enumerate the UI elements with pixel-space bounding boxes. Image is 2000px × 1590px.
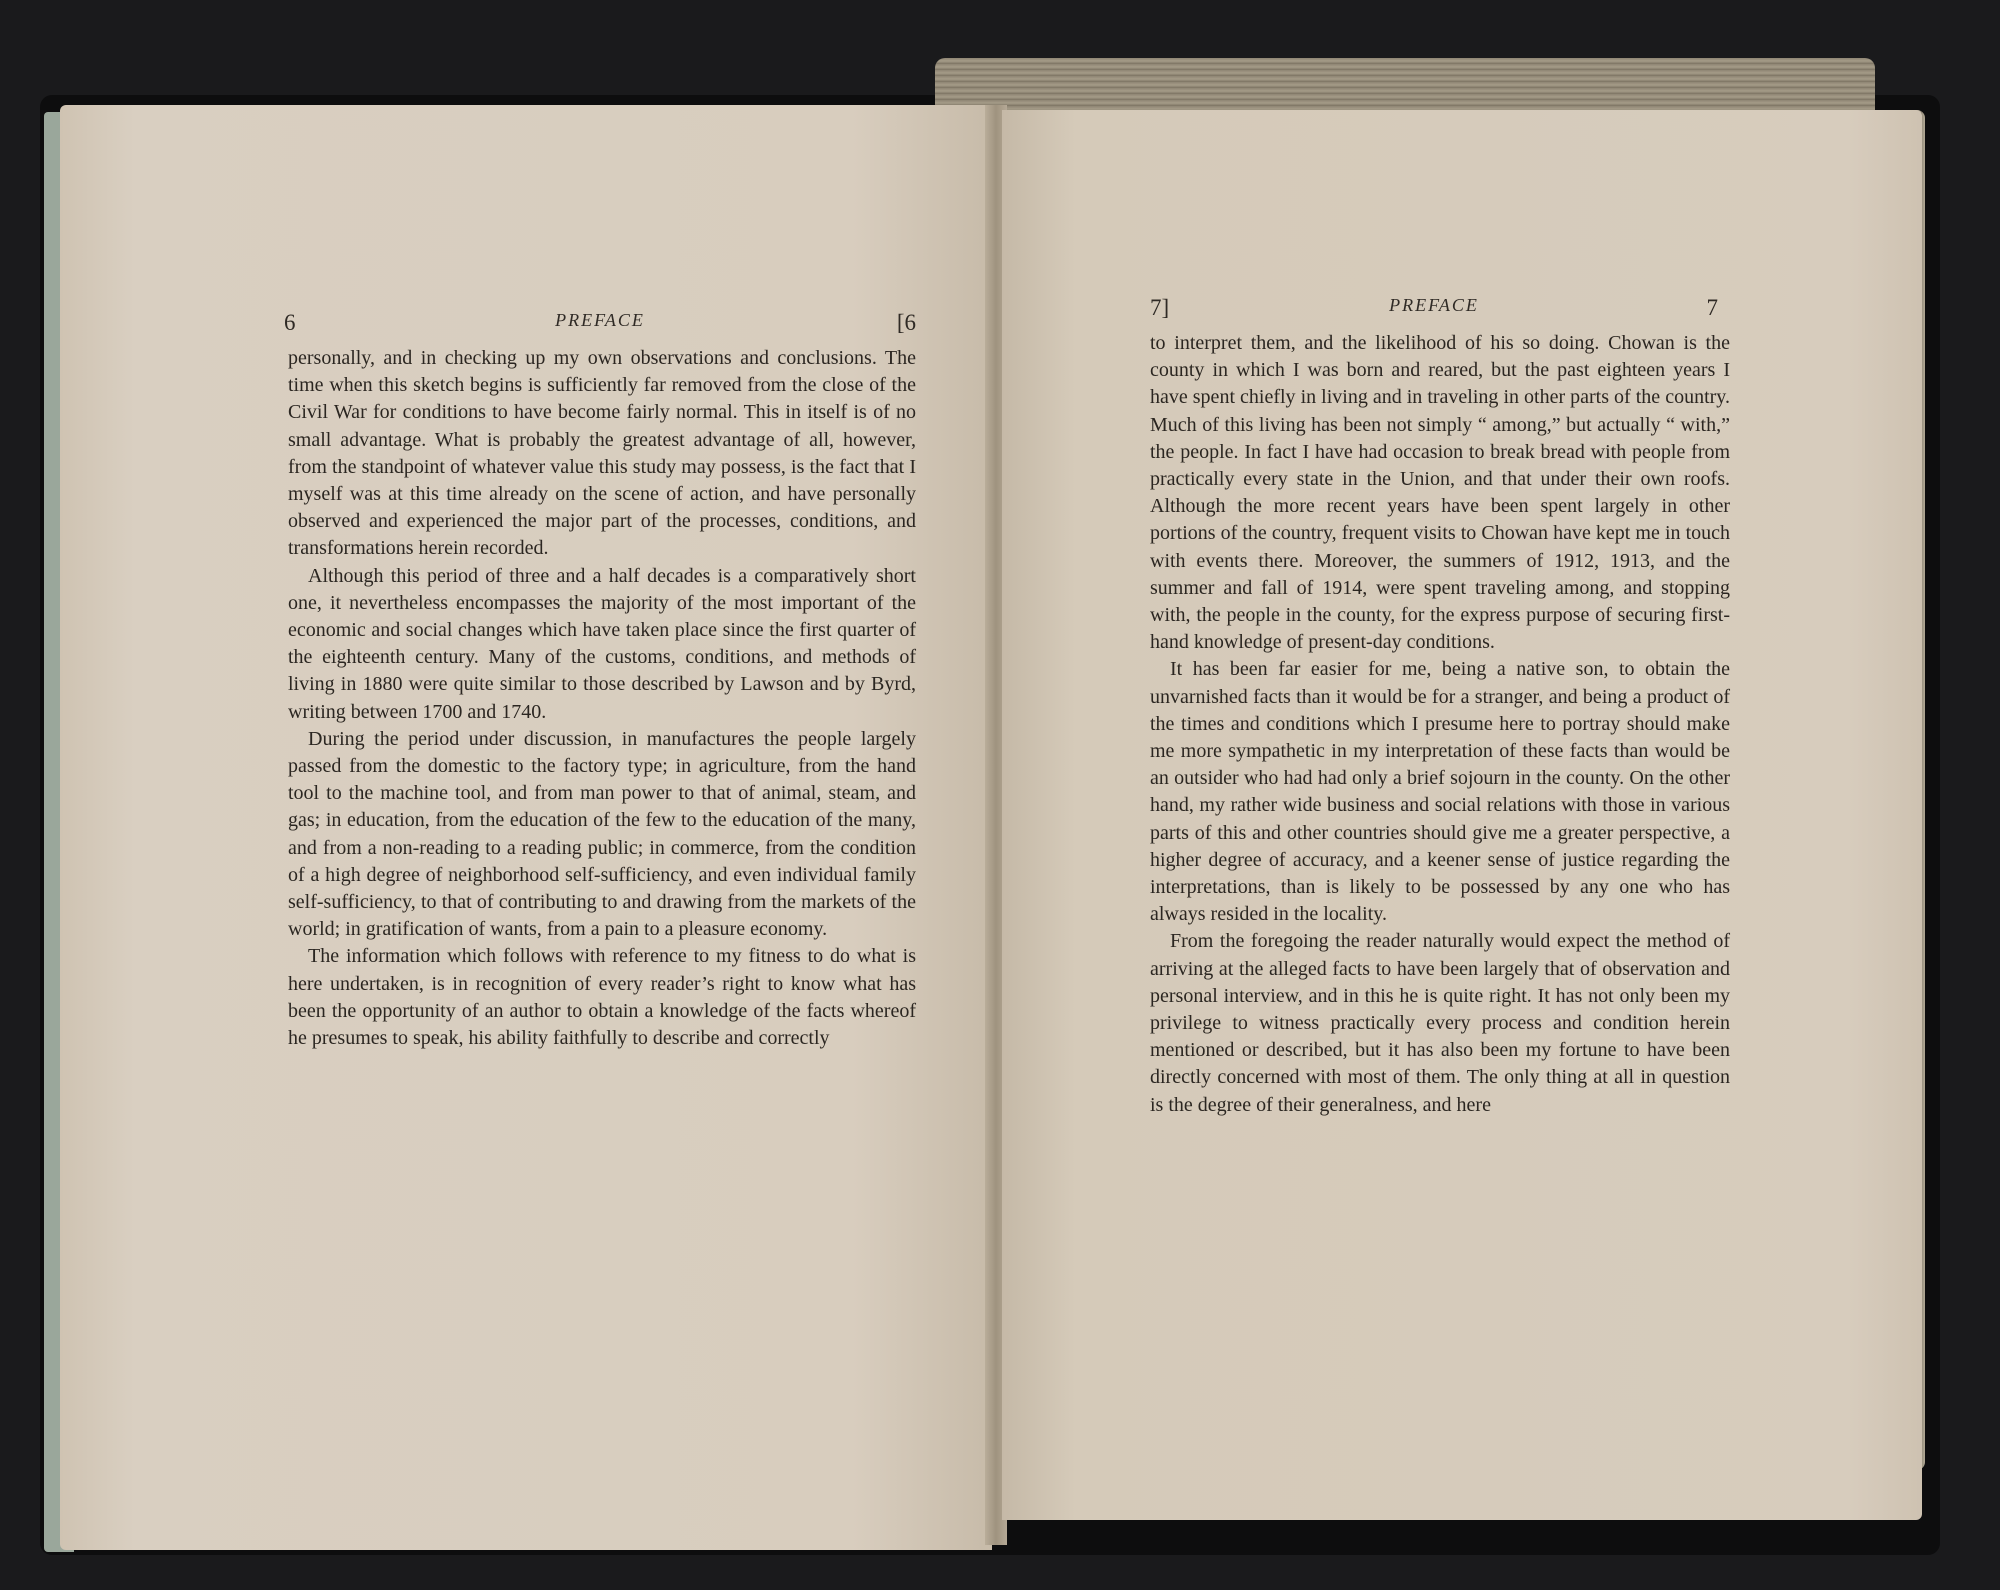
- right-page: [1002, 110, 1922, 1520]
- left-page-number-bracket: [6: [896, 310, 916, 335]
- right-running-title: PREFACE: [1389, 295, 1479, 315]
- right-paragraph-2: It has been far easier for me, being a native son, to obtain the unvarnished facts than it would be for a stranger, and being a product of the times and conditions which I presume here to portray should make me more sympathetic in my interpretation of these facts than would be an outsider who had had only a brief sojourn in the county. On the other hand, my rather wide business and social relations with those in various parts of this and other countries should give me a greater perspective, a higher degree of accuracy, and a keener sense of justice regarding the interpretations, than is likely to be possessed by any one who has always resided in the locality.: [1150, 658, 1730, 926]
- left-paragraph-4: The information which follows with reference to my fitness to do what is here undertaken, is in recognition of every reader’s right to know what has been the opportunity of an author to obtain a knowledge of the facts whereof he presumes to speak, his ability faithfully to describe and correctly: [288, 945, 916, 1050]
- left-page-number: 6: [284, 310, 296, 335]
- left-body-text: [288, 345, 916, 1052]
- left-paragraph-1: personally, and in checking up my own observations and conclusions. The time when this sketch begins is sufficiently far removed from the close of the Civil War for conditions to have become fairly normal. This in itself is of no small advantage. What is probably the greatest advantage of all, however, from the standpoint of whatever value this study may possess, is the fact that I myself was at this time already on the scene of action, and have personally observed and experienced the major part of the processes, conditions, and transformations herein recorded.: [288, 347, 916, 560]
- left-paragraph-2: Although this period of three and a half decades is a comparatively short one, it nevertheless encompasses the majority of the most important of the economic and social changes which have taken place since the first quarter of the eighteenth century. Many of the customs, conditions, and methods of living in 1880 were quite similar to those described by Lawson and by Byrd, writing between 1700 and 1740.: [288, 564, 916, 723]
- right-paragraph-3: From the foregoing the reader naturally would expect the method of arriving at the alleged facts to have been largely that of observation and personal interview, and in this he is quite right. It has not only been my privilege to witness practically every process and condition herein mentioned or described, but it has also been my fortune to have been directly concerned with most of them. The only thing at all in question is the degree of their generalness, and here: [1150, 930, 1730, 1116]
- left-paragraph-3: During the period under discussion, in manufactures the people largely passed from the domestic to the factory type; in agriculture, from the hand tool to the machine tool, and from man power to that of animal, steam, and gas; in education, from the education of the few to the education of the many, and from a non-reading to a reading public; in commerce, from the condition of a high degree of neighborhood self-sufficiency, and even individual family self-sufficiency, to that of contributing to and drawing from the markets of the world; in gratification of wants, from a pain to a pleasure economy.: [288, 727, 916, 941]
- right-page-number: 7: [1706, 295, 1718, 320]
- left-page: [60, 105, 992, 1550]
- right-paragraph-1: to interpret them, and the likelihood of his so doing. Chowan is the county in which I was born and reared, but the past eighteen years I have spent chiefly in living and in traveling in other parts of the country. Much of this living has been not simply “ among,” but actually “ with,” the people. In fact I have had occasion to break bread with people from practically every state in the Union, and that under their own roofs. Although the more recent years have been spent largely in other portions of the country, frequent visits to Chowan have kept me in touch with events there. Moreover, the summers of 1912, 1913, and the summer and fall of 1914, were spent traveling among, and stopping with, the people in the county, for the express purpose of securing first-hand knowledge of present-day conditions.: [1150, 332, 1730, 654]
- left-running-title: PREFACE: [555, 310, 645, 330]
- right-running-head: [1150, 295, 1718, 325]
- left-running-head: [284, 310, 916, 340]
- right-page-number-bracket: 7]: [1150, 295, 1170, 320]
- right-body-text: [1150, 330, 1730, 1119]
